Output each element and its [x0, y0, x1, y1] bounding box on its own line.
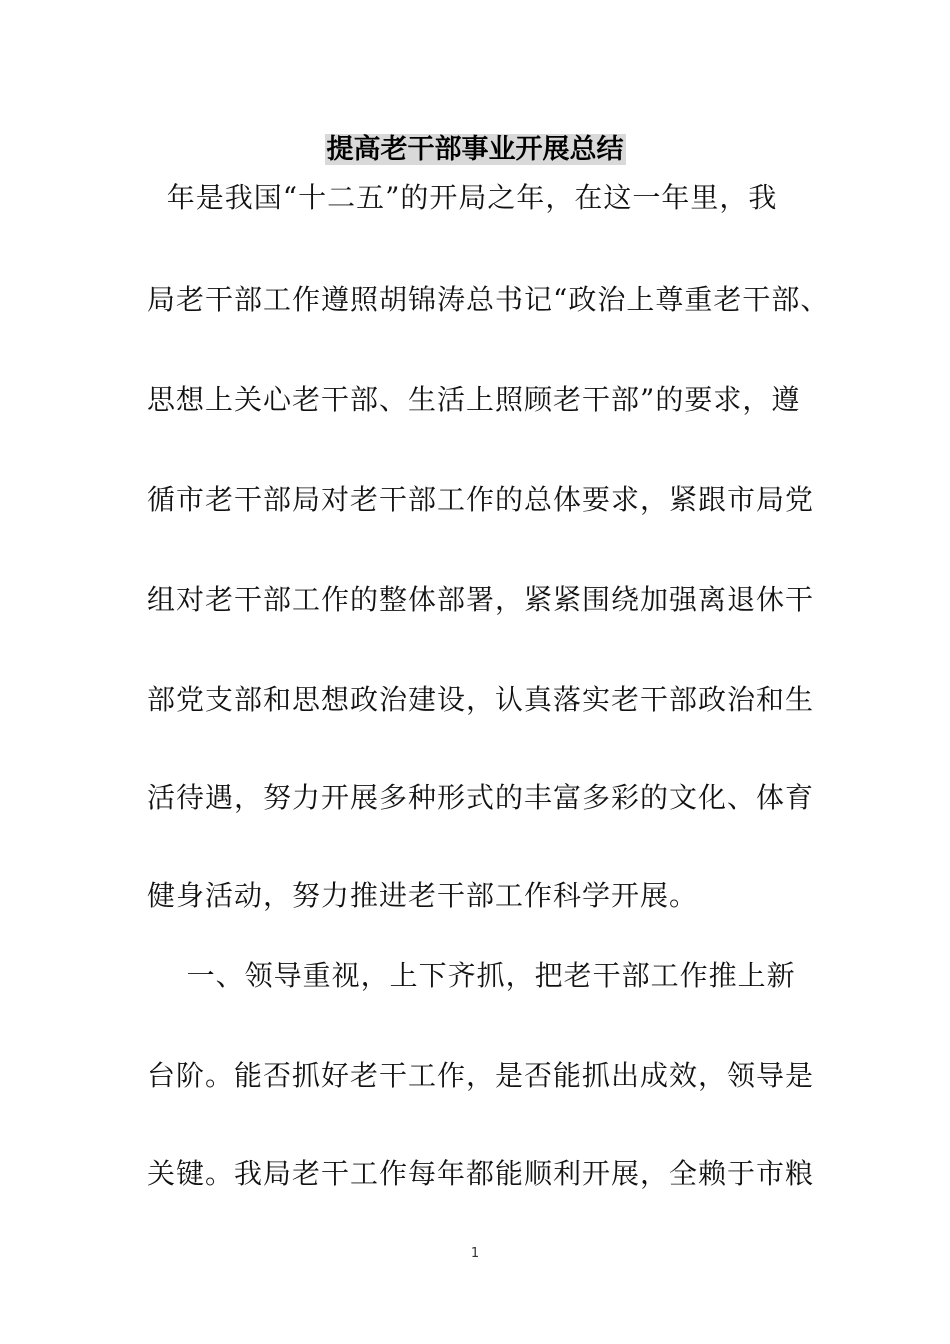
document-title-text: 提高老干部事业开展总结: [326, 134, 624, 165]
body-line: 组对老干部工作的整体部署，紧紧围绕加强离退休干: [147, 583, 815, 616]
body-line: 关键。我局老干工作每年都能顺利开展，全赖于市粮: [147, 1157, 815, 1190]
body-line: 循市老干部局对老干部工作的总体要求，紧跟市局党: [147, 483, 815, 516]
body-line: 局老干部工作遵照胡锦涛总书记“政治上尊重老干部、: [147, 283, 830, 316]
body-line: 活待遇，努力开展多种形式的丰富多彩的文化、体育: [147, 781, 815, 814]
body-line: 健身活动，努力推进老干部工作科学开展。: [147, 879, 699, 912]
page-number: 1: [470, 1246, 480, 1261]
body-line: 思想上关心老干部、生活上照顾老干部”的要求，遵: [147, 383, 801, 416]
document-title: [0, 132, 950, 168]
body-line: 部党支部和思想政治建设，认真落实老干部政治和生: [147, 683, 815, 716]
body-line: 一、领导重视，上下齐抓，把老干部工作推上新: [147, 959, 796, 992]
body-line: 年是我国“十二五”的开局之年，在这一年里，我: [147, 181, 778, 214]
body-line: 台阶。能否抓好老干工作，是否能抓出成效，领导是: [147, 1059, 815, 1092]
